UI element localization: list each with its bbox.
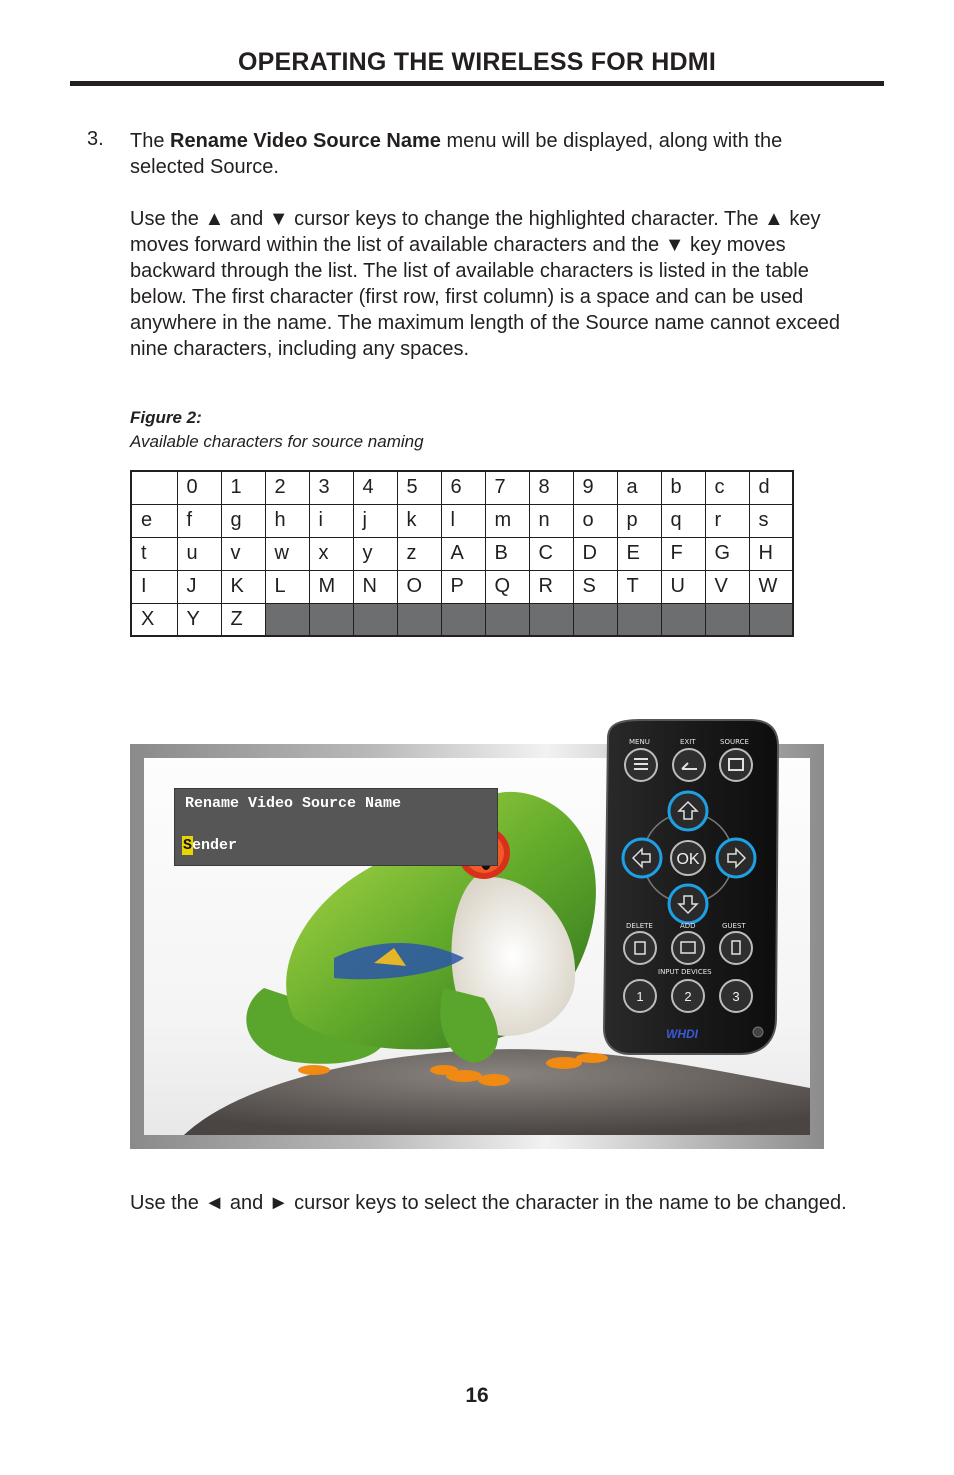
table-cell	[529, 603, 573, 636]
table-cell: L	[265, 570, 309, 603]
table-cell: 4	[353, 471, 397, 504]
step-intro	[130, 128, 850, 180]
table-cell: X	[131, 603, 177, 636]
table-row	[131, 570, 793, 603]
page-number: 16	[465, 1384, 489, 1407]
table-cell: N	[353, 570, 397, 603]
source-label: SOURCE	[720, 738, 749, 746]
table-cell: B	[485, 537, 529, 570]
down-button[interactable]	[669, 885, 707, 923]
step-intro-before: The	[130, 130, 171, 152]
table-cell: S	[573, 570, 617, 603]
table-cell: V	[705, 570, 749, 603]
table-cell: 5	[397, 471, 441, 504]
menu-label: MENU	[629, 738, 650, 746]
table-cell: g	[221, 504, 265, 537]
table-cell: 7	[485, 471, 529, 504]
table-cell: i	[309, 504, 353, 537]
table-cell: u	[177, 537, 221, 570]
page-title: OPERATING THE WIRELESS FOR HDMI	[238, 48, 716, 76]
table-row	[131, 603, 793, 636]
table-cell: y	[353, 537, 397, 570]
table-cell	[485, 603, 529, 636]
table-cell: M	[309, 570, 353, 603]
table-cell: A	[441, 537, 485, 570]
table-cell: G	[705, 537, 749, 570]
table-cell	[573, 603, 617, 636]
whdi-logo: WHDI	[666, 1027, 698, 1041]
table-cell: E	[617, 537, 661, 570]
step-intro-after: menu will be displayed, along with the selected Source.	[130, 130, 783, 178]
table-cell: v	[221, 537, 265, 570]
step-body: Use the ▲ and ▼ cursor keys to change the highlighted character. The ▲ key moves forward within the list of available characters and the ▼ key moves backward through the list. The list of available characters is listed in the table below. The first character (first row, first column) is a space and can be used anywhere in the name. The maximum length of the Source name cannot exceed nine characters, including any spaces.	[130, 208, 841, 360]
figure-caption: Available characters for source naming	[130, 432, 424, 451]
table-cell: f	[177, 504, 221, 537]
table-cell: b	[661, 471, 705, 504]
ir-led	[753, 1027, 763, 1037]
table-row	[131, 471, 793, 504]
table-cell	[705, 603, 749, 636]
table-row	[131, 537, 793, 570]
title-rule	[70, 81, 884, 86]
table-cell: 9	[573, 471, 617, 504]
table-cell: 8	[529, 471, 573, 504]
table-cell: D	[573, 537, 617, 570]
table-cell: C	[529, 537, 573, 570]
table-cell	[397, 603, 441, 636]
guest-label: GUEST	[722, 922, 746, 930]
table-cell	[265, 603, 309, 636]
exit-label: EXIT	[680, 738, 696, 746]
table-cell: q	[661, 504, 705, 537]
table-cell: 3	[309, 471, 353, 504]
rename-osd-panel	[174, 788, 498, 866]
table-cell	[441, 603, 485, 636]
table-cell: 0	[177, 471, 221, 504]
table-cell: k	[397, 504, 441, 537]
delete-button[interactable]	[624, 922, 656, 964]
input-devices-label: INPUT DEVICES	[658, 968, 712, 976]
input-3-label: 3	[732, 989, 740, 1004]
table-cell: 1	[221, 471, 265, 504]
table-cell: H	[749, 537, 793, 570]
table-cell: O	[397, 570, 441, 603]
table-cell: a	[617, 471, 661, 504]
table-cell	[309, 603, 353, 636]
add-label: ADD	[680, 922, 696, 930]
left-button[interactable]	[623, 839, 661, 877]
menu-name-bold: Rename Video Source Name	[170, 130, 441, 152]
table-cell: l	[441, 504, 485, 537]
table-cell: j	[353, 504, 397, 537]
input-3-button[interactable]	[720, 980, 752, 1012]
source-button[interactable]	[720, 738, 752, 781]
input-2-button[interactable]	[672, 980, 704, 1012]
table-cell: x	[309, 537, 353, 570]
figure-label: Figure 2:	[130, 408, 202, 427]
input-1-label: 1	[636, 989, 644, 1004]
input-2-label: 2	[684, 989, 692, 1004]
remote-control	[600, 718, 782, 1058]
table-cell: Q	[485, 570, 529, 603]
table-cell: 6	[441, 471, 485, 504]
table-cell: J	[177, 570, 221, 603]
table-cell: m	[485, 504, 529, 537]
table-cell: d	[749, 471, 793, 504]
table-cell: o	[573, 504, 617, 537]
right-button[interactable]	[717, 839, 755, 877]
character-table	[130, 470, 794, 637]
table-cell: P	[441, 570, 485, 603]
table-cell: h	[265, 504, 309, 537]
table-cell: 2	[265, 471, 309, 504]
osd-cursor-char: S	[183, 837, 193, 854]
table-cell	[749, 603, 793, 636]
table-cell: c	[705, 471, 749, 504]
step-number: 3.	[87, 128, 104, 150]
table-cell	[661, 603, 705, 636]
table-cell: Y	[177, 603, 221, 636]
osd-title: Rename Video Source Name	[185, 795, 402, 812]
table-cell: r	[705, 504, 749, 537]
table-cell	[617, 603, 661, 636]
up-button[interactable]	[669, 792, 707, 830]
table-row	[131, 504, 793, 537]
table-cell: t	[131, 537, 177, 570]
table-cell: n	[529, 504, 573, 537]
osd-name-rest: ender	[192, 837, 238, 854]
table-cell: s	[749, 504, 793, 537]
table-cell: z	[397, 537, 441, 570]
table-cell: F	[661, 537, 705, 570]
input-1-button[interactable]	[624, 980, 656, 1012]
table-cell: U	[661, 570, 705, 603]
table-cell: w	[265, 537, 309, 570]
table-cell: I	[131, 570, 177, 603]
table-cell: p	[617, 504, 661, 537]
ok-label: OK	[676, 851, 700, 868]
table-cell: W	[749, 570, 793, 603]
ok-button[interactable]	[671, 841, 705, 875]
table-cell: K	[221, 570, 265, 603]
table-cell: e	[131, 504, 177, 537]
delete-label: DELETE	[626, 922, 653, 930]
table-cell	[353, 603, 397, 636]
table-cell: T	[617, 570, 661, 603]
table-cell	[131, 471, 177, 504]
table-cell: R	[529, 570, 573, 603]
table-cell: Z	[221, 603, 265, 636]
osd-source-name	[183, 837, 237, 854]
footer-instruction: Use the ◄ and ► cursor keys to select the character in the name to be changed.	[130, 1192, 847, 1214]
